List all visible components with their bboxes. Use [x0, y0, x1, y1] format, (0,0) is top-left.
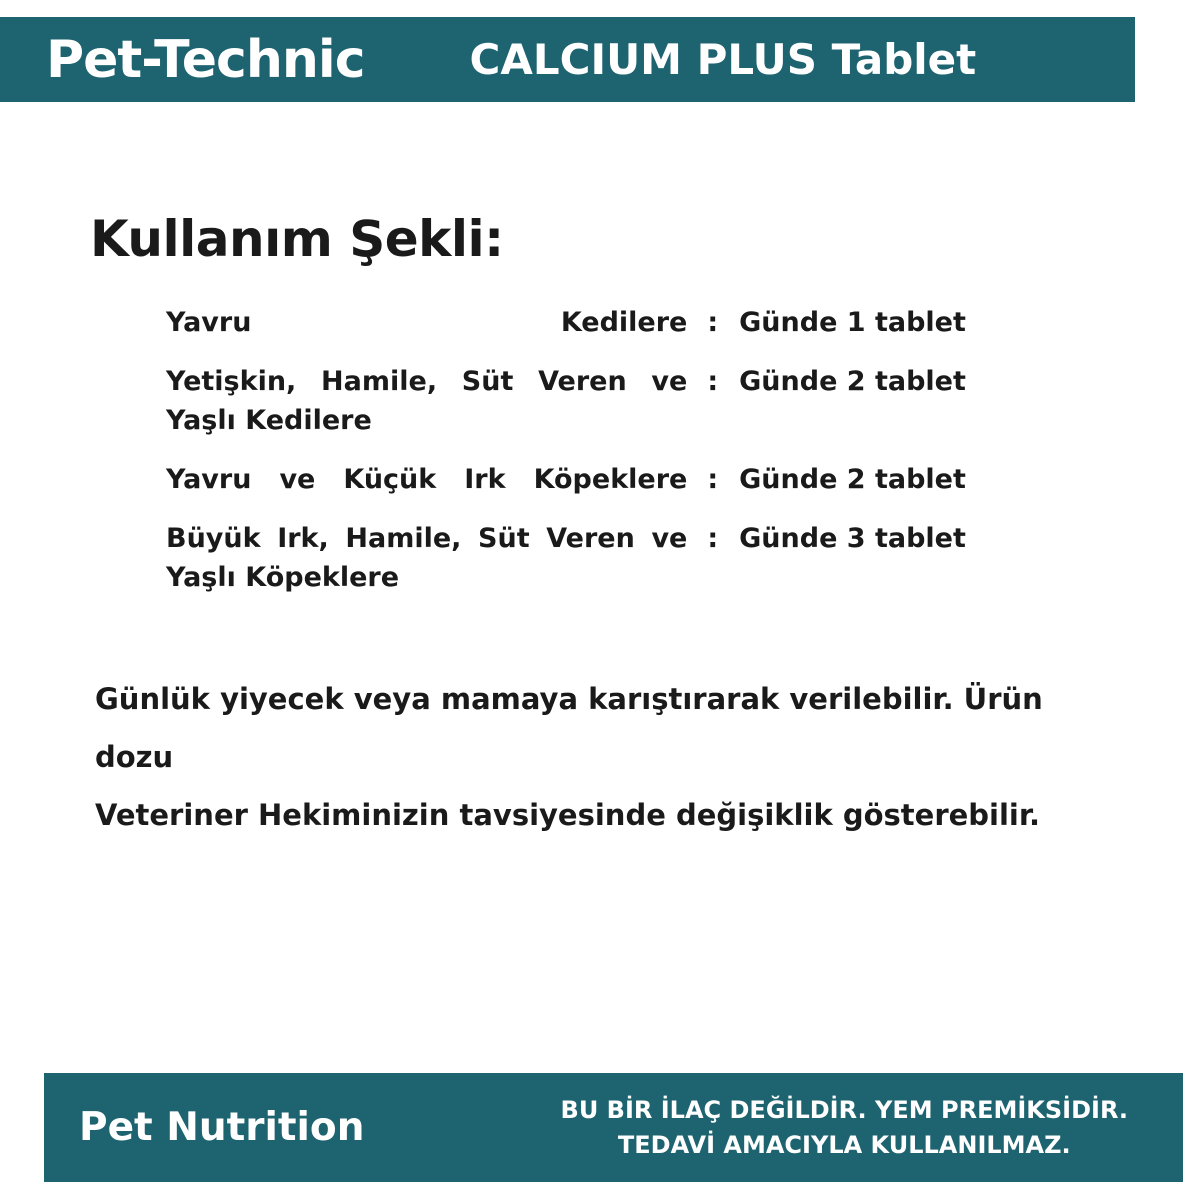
usage-note	[95, 670, 1105, 844]
usage-note-line-1: Günlük yiyecek veya mamaya karıştırarak verilebilir. Ürün dozu	[95, 681, 1043, 774]
dosage-label: Yavru ve Küçük Irk Köpeklere	[166, 463, 688, 495]
main-content	[0, 180, 1183, 844]
dosage-table	[166, 304, 996, 618]
footer-warning-line-1: BU BİR İLAÇ DEĞİLDİR. YEM PREMİKSİDİR.	[560, 1095, 1128, 1124]
footer-bar	[44, 1073, 1183, 1182]
dosage-label-cell	[166, 461, 707, 520]
dosage-value: Günde 2 tablet	[739, 463, 966, 495]
dosage-label-continued: Yaşlı Kedilere	[166, 404, 372, 436]
dosage-label: Yavru Kedilere	[166, 307, 688, 338]
table-row	[166, 520, 996, 618]
section-heading: Kullanım Şekli:	[90, 210, 504, 268]
dosage-separator: :	[707, 307, 719, 338]
product-title: CALCIUM PLUS Tablet	[469, 35, 977, 84]
footer-warning-line-2: TEDAVİ AMACIYLA KULLANILMAZ.	[617, 1130, 1071, 1159]
table-row	[166, 363, 996, 461]
table-row	[166, 304, 996, 363]
header-bar	[0, 17, 1135, 102]
dosage-label-continued: Yaşlı Köpeklere	[166, 561, 400, 593]
dosage-separator: :	[707, 463, 719, 495]
dosage-value: Günde 3 tablet	[739, 523, 966, 555]
dosage-value: Günde 1 tablet	[739, 307, 966, 338]
dosage-label: Büyük Irk, Hamile, Süt Veren ve	[166, 523, 688, 555]
table-row	[166, 461, 996, 520]
usage-note-line-2: Veteriner Hekiminizin tavsiyesinde değişiklik gösterebilir.	[95, 797, 1041, 832]
dosage-value: Günde 2 tablet	[739, 366, 966, 398]
dosage-label-cell	[166, 304, 707, 363]
brand-title: Pet-Technic	[46, 29, 365, 90]
dosage-label-cell	[166, 520, 707, 618]
dosage-label-cell	[166, 363, 707, 461]
dosage-separator: :	[707, 366, 719, 398]
footer-warning	[561, 1093, 1128, 1163]
dosage-label: Yetişkin, Hamile, Süt Veren ve	[166, 366, 688, 398]
dosage-separator: :	[707, 523, 719, 555]
footer-brand: Pet Nutrition	[79, 1105, 365, 1150]
